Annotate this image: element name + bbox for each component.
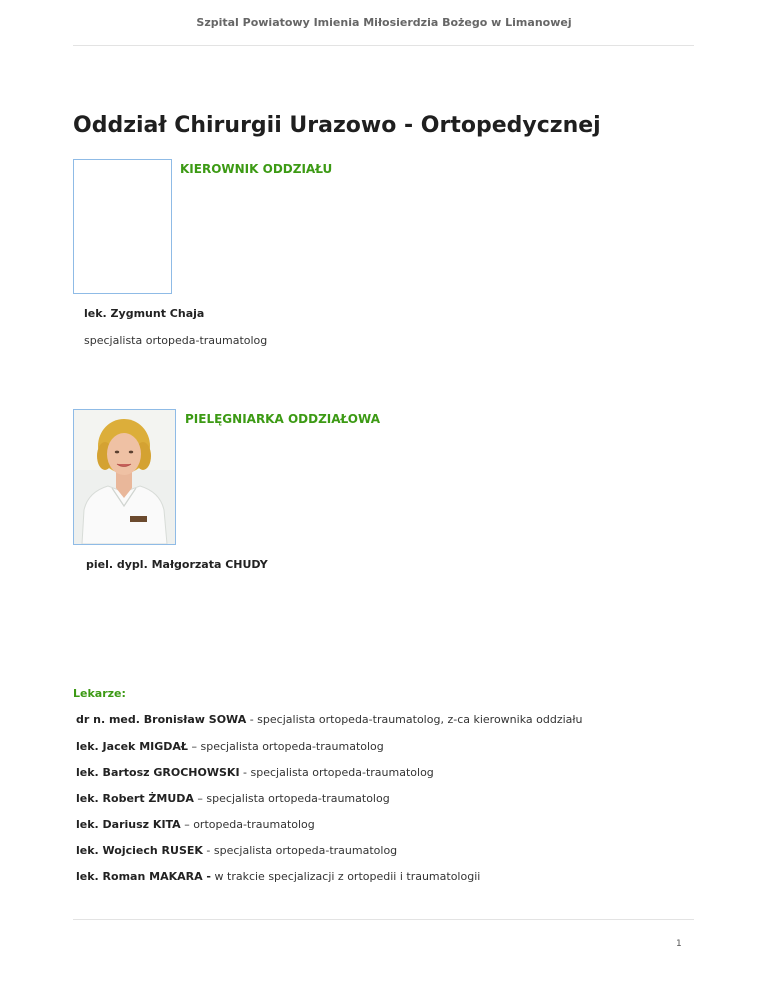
doctor-description: - specjalista ortopeda-traumatolog, z-ca kierownika oddziału [246,713,583,726]
page-title: Oddział Chirurgii Urazowo - Ortopedycznej [73,113,601,138]
head-nurse-name: piel. dypl. Małgorzata CHUDY [86,558,268,571]
doctor-list-item [76,844,397,857]
nurse-portrait-image [74,410,175,544]
head-of-department-role: specjalista ortopeda-traumatolog [84,334,268,347]
doctor-list-item [76,792,390,805]
doctor-description: – ortopeda-traumatolog [180,818,315,831]
doctor-list-item [76,740,384,753]
head-nurse-photo [73,409,176,545]
doctor-list-item [76,766,434,779]
doctor-description: – specjalista ortopeda-traumatolog [193,792,390,805]
footer-divider [73,919,694,920]
doctor-name: dr n. med. Bronisław SOWA [76,713,247,726]
page-number: 1 [676,939,682,949]
doctor-list-item [76,713,582,726]
header-divider [73,45,694,46]
doctor-description: – specjalista ortopeda-traumatolog [187,740,384,753]
head-of-department-photo-placeholder [73,159,172,294]
doctor-name: lek. Dariusz KITA [76,818,181,831]
doctor-list-item [76,870,480,883]
head-of-department-heading: KIEROWNIK ODDZIAŁU [180,162,333,176]
doctor-description: w trakcie specjalizacji z ortopedii i traumatologii [211,870,481,883]
doctor-name: lek. Roman MAKARA - [76,870,212,883]
doctor-description: - specjalista ortopeda-traumatolog [202,844,398,857]
doctor-name: lek. Bartosz GROCHOWSKI [76,766,240,779]
head-of-department-name: lek. Zygmunt Chaja [84,307,205,320]
doctor-name: lek. Jacek MIGDAŁ [76,740,188,753]
doctor-name: lek. Robert ŻMUDA [76,792,194,805]
document-header: Szpital Powiatowy Imienia Miłosierdzia Bożego w Limanowej [196,16,572,29]
doctors-heading: Lekarze: [73,687,126,700]
doctor-description: - specjalista ortopeda-traumatolog [239,766,434,779]
doctor-list-item [76,818,315,831]
head-nurse-heading: PIELĘGNIARKA ODDZIAŁOWA [185,412,380,426]
doctor-name: lek. Wojciech RUSEK [76,844,203,857]
